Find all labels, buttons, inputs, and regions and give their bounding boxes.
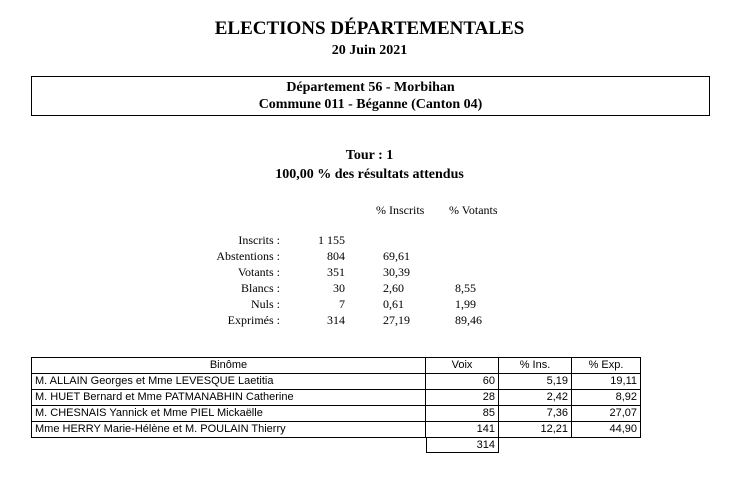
commune-label: Commune 011 - Béganne (Canton 04): [258, 97, 483, 112]
stat-label: Blancs :: [241, 281, 280, 295]
results-table: [31, 357, 641, 438]
stat-pct-votants: [455, 232, 515, 248]
table-row: [32, 406, 641, 422]
header-binome: Binôme: [32, 358, 426, 374]
cell-pct-exp: 19,11: [572, 374, 641, 390]
stat-pct-votants: 8,55: [455, 281, 476, 295]
stat-pct-inscrits: 0,61: [383, 297, 404, 311]
cell-pct-exp: 27,07: [572, 406, 641, 422]
total-voix: 314: [426, 438, 499, 453]
cell-binome: Mme HERRY Marie-Hélène et M. POULAIN Thierry: [32, 422, 426, 438]
results-expected: 100,00 % des résultats attendus: [275, 167, 464, 182]
results-header-row: [32, 358, 641, 374]
cell-binome: M. HUET Bernard et Mme PATMANABHIN Catherine: [32, 390, 426, 406]
departement-label: Département 56 - Morbihan: [286, 80, 455, 95]
tour-label: Tour : 1: [345, 148, 394, 163]
col-header-pct-votants: % Votants: [449, 203, 498, 217]
cell-pct-ins: 12,21: [499, 422, 572, 438]
stat-pct-inscrits: 27,19: [383, 313, 410, 327]
stat-value: 1 155: [318, 233, 345, 247]
cell-pct-ins: 7,36: [499, 406, 572, 422]
election-date: 20 Juin 2021: [331, 43, 408, 58]
stat-label: Inscrits :: [238, 233, 280, 247]
stat-pct-votants: [455, 264, 515, 280]
stat-value: 7: [339, 297, 345, 311]
stat-value: 351: [327, 265, 345, 279]
stat-pct-votants: [455, 248, 515, 264]
cell-binome: M. ALLAIN Georges et Mme LEVESQUE Laetitia: [32, 374, 426, 390]
table-row: [32, 422, 641, 438]
stat-pct-inscrits: 30,39: [383, 265, 410, 279]
header-voix: Voix: [426, 358, 499, 374]
header-pct-ins: % Ins.: [499, 358, 572, 374]
stat-label: Votants :: [237, 265, 280, 279]
stat-value: 314: [327, 313, 345, 327]
cell-pct-ins: 5,19: [499, 374, 572, 390]
cell-pct-exp: 8,92: [572, 390, 641, 406]
cell-voix: 60: [426, 374, 499, 390]
cell-voix: 28: [426, 390, 499, 406]
stat-pct-inscrits: 2,60: [383, 281, 404, 295]
page-title: ELECTIONS DÉPARTEMENTALES: [214, 18, 525, 39]
cell-pct-ins: 2,42: [499, 390, 572, 406]
stat-value: 30: [333, 281, 345, 295]
stat-pct-inscrits: [383, 232, 443, 248]
stat-label: Nuls :: [250, 297, 280, 311]
cell-voix: 85: [426, 406, 499, 422]
stat-value: 804: [327, 249, 345, 263]
table-row: [32, 390, 641, 406]
stat-pct-votants: 1,99: [455, 297, 476, 311]
col-header-pct-inscrits: % Inscrits: [376, 203, 425, 217]
header-pct-exp: % Exp.: [572, 358, 641, 374]
stat-pct-votants: 89,46: [455, 313, 482, 327]
table-row: [32, 374, 641, 390]
location-box: [31, 76, 710, 116]
cell-voix: 141: [426, 422, 499, 438]
stat-pct-inscrits: 69,61: [383, 249, 410, 263]
cell-pct-exp: 44,90: [572, 422, 641, 438]
stat-label: Abstentions :: [216, 249, 280, 263]
stat-label: Exprimés :: [227, 313, 280, 327]
cell-binome: M. CHESNAIS Yannick et Mme PIEL Mickaëlle: [32, 406, 426, 422]
